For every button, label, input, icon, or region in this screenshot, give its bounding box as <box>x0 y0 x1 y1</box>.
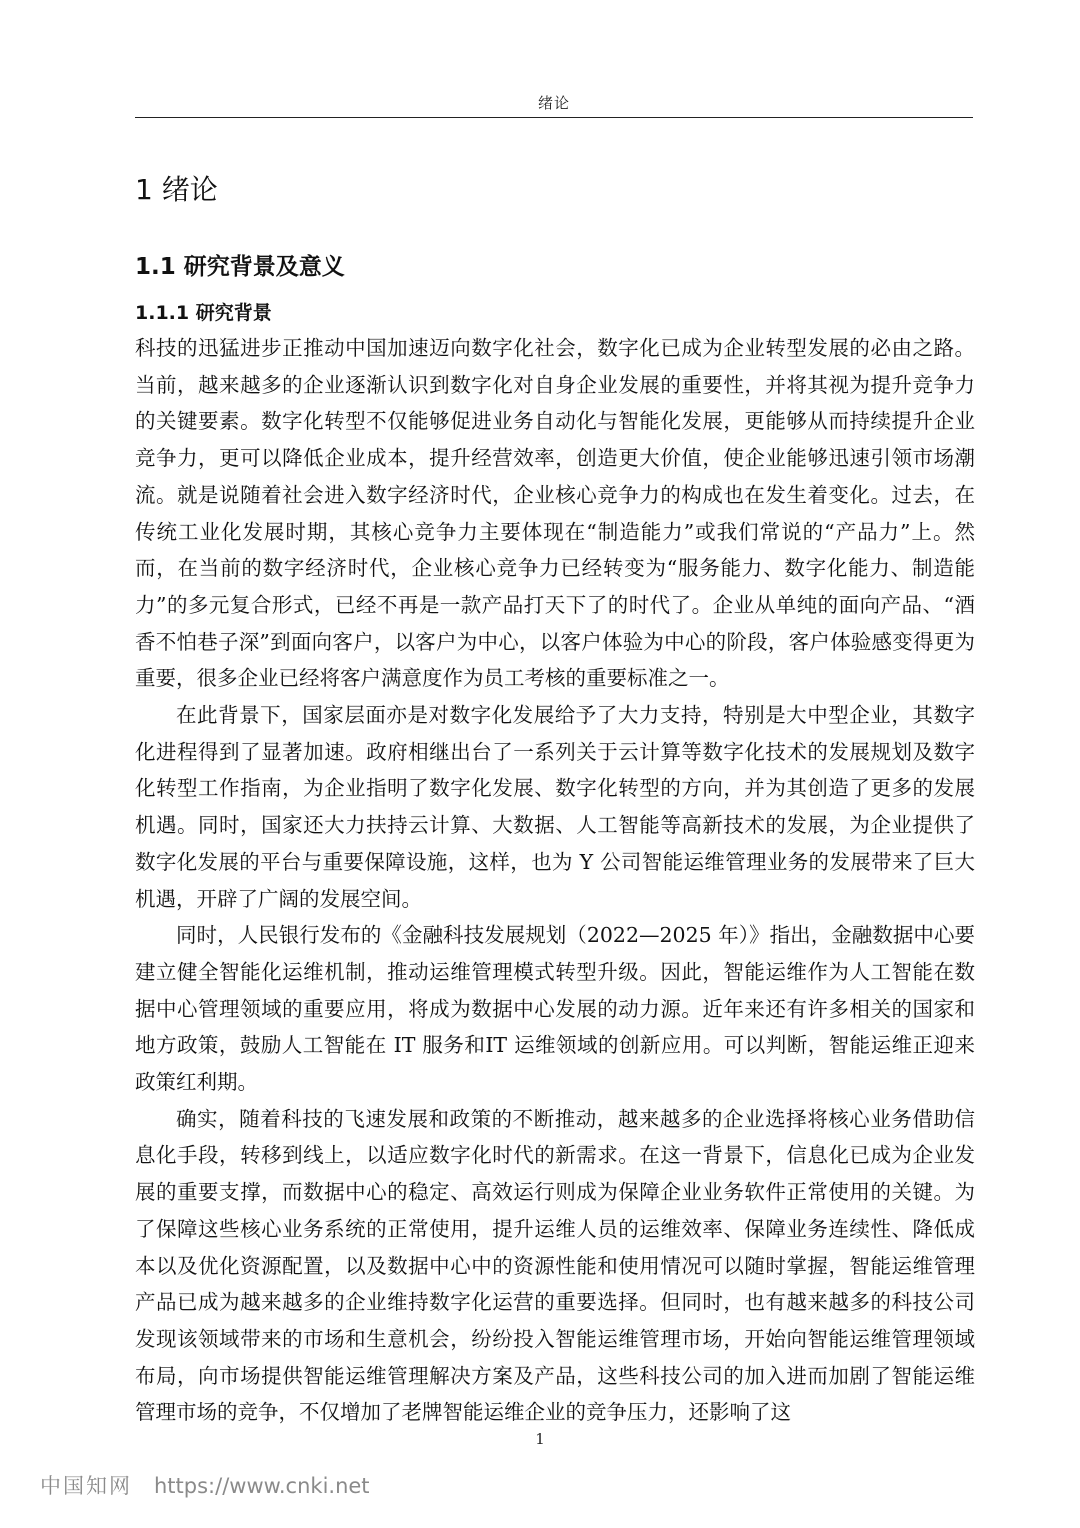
running-header: 绪论 <box>537 94 570 112</box>
paragraph: 科技的迅猛进步正推动中国加速迈向数字化社会，数字化已成为企业转型发展的必由之路。当前，越来越多的企业逐渐认识到数字化对自身企业发展的重要性，并将其视为提升竞争力的关键要素。数字化转型不仅能够促进业务自动化与智能化发展，更能够从而持续提升企业竞争力，更可以降低企业成本，提升经营效率，创造更大价值，使企业能够迅速引领市场潮流。就是说随着社会进入数字经济时代，企业核心竞争力的构成也在发生着变化。过去，在传统工业化发展时期，其核心竞争力主要体现在“制造能力”或我们常说的“产品力”上。然而，在当前的数字经济时代，企业核心竞争力已经转变为“服务能力、数字化能力、制造能力”的多元复合形式，已经不再是一款产品打天下了的时代了。企业从单纯的面向产品、“酒香不怕巷子深”到面向客户，以客户为中心，以客户体验为中心的阶段，客户体验感变得更为重要，很多企业已经将客户满意度作为员工考核的重要标准之一。 <box>135 336 975 691</box>
body-text <box>135 330 975 1431</box>
paragraph: 确实，随着科技的飞速发展和政策的不断推动，越来越多的企业选择将核心业务借助信息化手段，转移到线上，以适应数字化时代的新需求。在这一背景下，信息化已成为企业发展的重要支撑，而数据中心的稳定、高效运行则成为保障企业业务软件正常使用的关键。为了保障这些核心业务系统的正常使用，提升运维人员的运维效率、保障业务连续性、降低成本以及优化资源配置，以及数据中心中的资源性能和使用情况可以随时掌握，智能运维管理产品已成为越来越多的企业维持数字化运营的重要选择。但同时，也有越来越多的科技公司发现该领域带来的市场和生意机会，纷纷投入智能运维管理市场，开始向智能运维管理领域布局，向市场提供智能运维管理解决方案及产品，这些科技公司的加入进而加剧了智能运维管理市场的竞争，不仅增加了老牌智能运维企业的竞争压力，还影响了这 <box>135 1106 975 1425</box>
paragraph: 同时，人民银行发布的《金融科技发展规划（2022—2025 年）》指出，金融数据中心要建立健全智能化运维机制，推动运维管理模式转型升级。因此，智能运维作为人工智能在数据中心管理领域的重要应用，将成为数据中心发展的动力源。近年来还有许多相关的国家和地方政策，鼓励人工智能在 IT 服务和IT 运维领域的创新应用。可以判断，智能运维正迎来政策红利期。 <box>135 923 975 1095</box>
page-number: 1 <box>535 1430 545 1448</box>
chapter-title: 1 绪论 <box>135 173 218 206</box>
paragraph: 在此背景下，国家层面亦是对数字化发展给予了大力支持，特别是大中型企业，其数字化进程得到了显著加速。政府相继出台了一系列关于云计算等数字化技术的发展规划及数字化转型工作指南，为企业指明了数字化发展、数字化转型的方向，并为其创造了更多的发展机遇。同时，国家还大力扶持云计算、大数据、人工智能等高新技术的发展，为企业提供了数字化发展的平台与重要保障设施，这样，也为 Y 公司智能运维管理业务的发展带来了巨大机遇，开辟了广阔的发展空间。 <box>135 703 975 911</box>
subsection-title: 1.1.1 研究背景 <box>135 302 272 324</box>
cnki-watermark <box>40 1470 370 1500</box>
header-rule <box>135 117 973 118</box>
cnki-logo-text: 中国知网 <box>40 1474 132 1498</box>
section-title: 1.1 研究背景及意义 <box>135 254 345 280</box>
cnki-url: https://www.cnki.net <box>154 1474 370 1498</box>
